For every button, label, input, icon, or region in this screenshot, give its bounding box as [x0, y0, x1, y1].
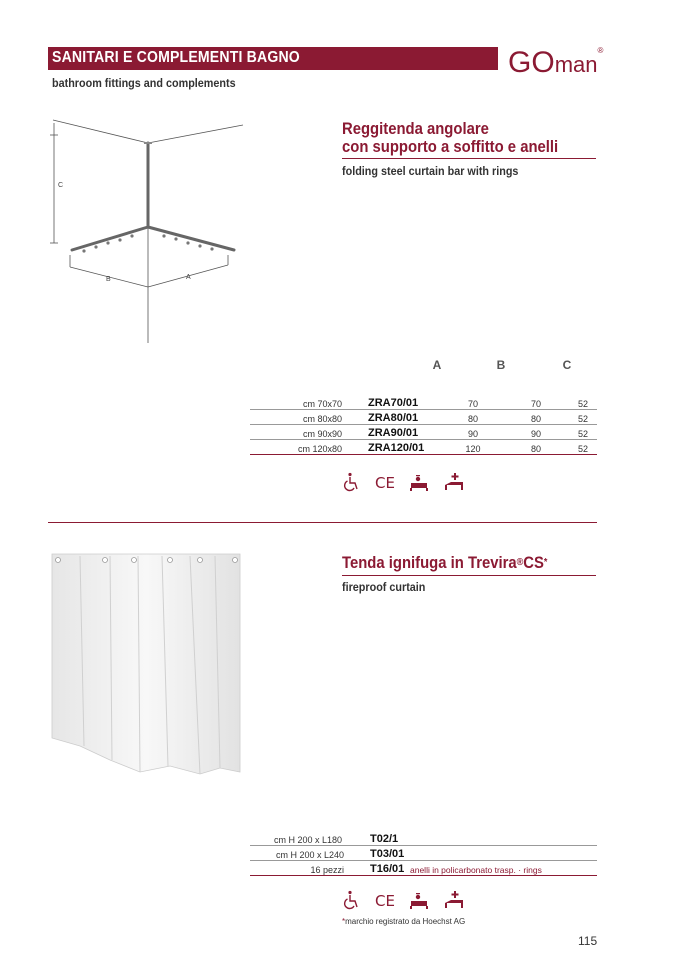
b-cell: 80 — [503, 440, 569, 455]
diagram-label-c: C — [58, 182, 64, 189]
size-cell: cm 70x70 — [250, 395, 368, 410]
section-title: SANITARI E COMPLEMENTI BAGNO — [52, 49, 300, 66]
product2-subtitle: fireproof curtain — [342, 580, 426, 594]
column-header-b: B — [496, 358, 506, 372]
product1-subtitle: folding steel curtain bar with rings — [342, 164, 519, 178]
logo-letter-o: O — [531, 46, 555, 79]
c-cell: 52 — [569, 440, 597, 455]
code-cell: ZRA80/01 — [368, 410, 443, 425]
section-divider — [48, 522, 597, 523]
header-divider — [48, 69, 498, 70]
diagram-label-a: A — [186, 274, 191, 281]
size-cell: cm 120x80 — [250, 440, 368, 455]
table-row — [250, 861, 597, 876]
product1-title-line2: con supporto a soffitto e anelli — [342, 138, 559, 156]
ce-mark-icon: CE — [375, 892, 395, 910]
logo-letter-g: G — [508, 46, 532, 79]
logo-text: man — [554, 52, 598, 77]
footnote-text: marchio registrato da Hoechst AG — [345, 917, 466, 926]
size-cell: cm 80x80 — [250, 410, 368, 425]
disabled-access-icon — [343, 890, 361, 910]
product1-table — [250, 395, 597, 455]
product2-title-ast: * — [543, 557, 548, 568]
note-cell: anelli in policarbonato trasp. · rings — [410, 861, 597, 876]
brand-logo — [508, 46, 603, 80]
medical-bed-icon — [443, 472, 465, 492]
disabled-access-icon — [343, 472, 361, 492]
size-cell: 16 pezzi — [250, 861, 370, 876]
table-row — [250, 440, 597, 455]
product2-table — [250, 831, 597, 876]
code-cell: ZRA90/01 — [368, 425, 443, 440]
product1-icons — [343, 472, 465, 492]
column-header-c: C — [562, 358, 572, 372]
a-cell: 120 — [443, 440, 503, 455]
table-row — [250, 395, 597, 410]
table-row — [250, 425, 597, 440]
c-cell: 52 — [569, 425, 597, 440]
product1-title-line1: Reggitenda angolare — [342, 120, 489, 138]
note-cell — [410, 831, 597, 846]
a-cell: 80 — [443, 410, 503, 425]
code-cell: ZRA70/01 — [368, 395, 443, 410]
a-cell: 70 — [443, 395, 503, 410]
c-cell: 52 — [569, 395, 597, 410]
logo-registered: ® — [597, 46, 604, 55]
column-header-a: A — [432, 358, 442, 372]
table-row — [250, 410, 597, 425]
product1-title-divider — [342, 158, 596, 159]
fireproof-curtain-image — [50, 550, 242, 775]
product2-title-cs: CS — [523, 554, 544, 572]
code-cell: T16/01 — [370, 861, 410, 876]
diagram-label-b: B — [106, 276, 111, 283]
product2-title — [342, 554, 547, 572]
code-cell: T03/01 — [370, 846, 410, 861]
curtain-bar-diagram — [48, 115, 248, 345]
footnote-asterisk: * — [342, 917, 346, 926]
product2-icons — [343, 890, 465, 910]
size-cell: cm 90x90 — [250, 425, 368, 440]
page-number: 115 — [578, 934, 598, 948]
size-cell: cm H 200 x L240 — [250, 846, 370, 861]
ce-mark-icon: CE — [375, 474, 395, 492]
b-cell: 90 — [503, 425, 569, 440]
code-cell: ZRA120/01 — [368, 440, 443, 455]
hospital-bed-icon — [409, 474, 429, 492]
section-subtitle: bathroom fittings and complements — [52, 76, 236, 90]
footnote — [342, 917, 465, 926]
note-cell — [410, 846, 597, 861]
medical-bed-icon — [443, 890, 465, 910]
a-cell: 90 — [443, 425, 503, 440]
code-cell: T02/1 — [370, 831, 410, 846]
hospital-bed-icon — [409, 892, 429, 910]
product2-title-text: Tenda ignifuga in Trevira — [342, 554, 517, 572]
table-row — [250, 846, 597, 861]
size-cell: cm H 200 x L180 — [250, 831, 370, 846]
b-cell: 70 — [503, 395, 569, 410]
table-row — [250, 831, 597, 846]
product2-title-reg: ® — [516, 557, 524, 568]
b-cell: 80 — [503, 410, 569, 425]
c-cell: 52 — [569, 410, 597, 425]
product2-title-divider — [342, 575, 596, 576]
